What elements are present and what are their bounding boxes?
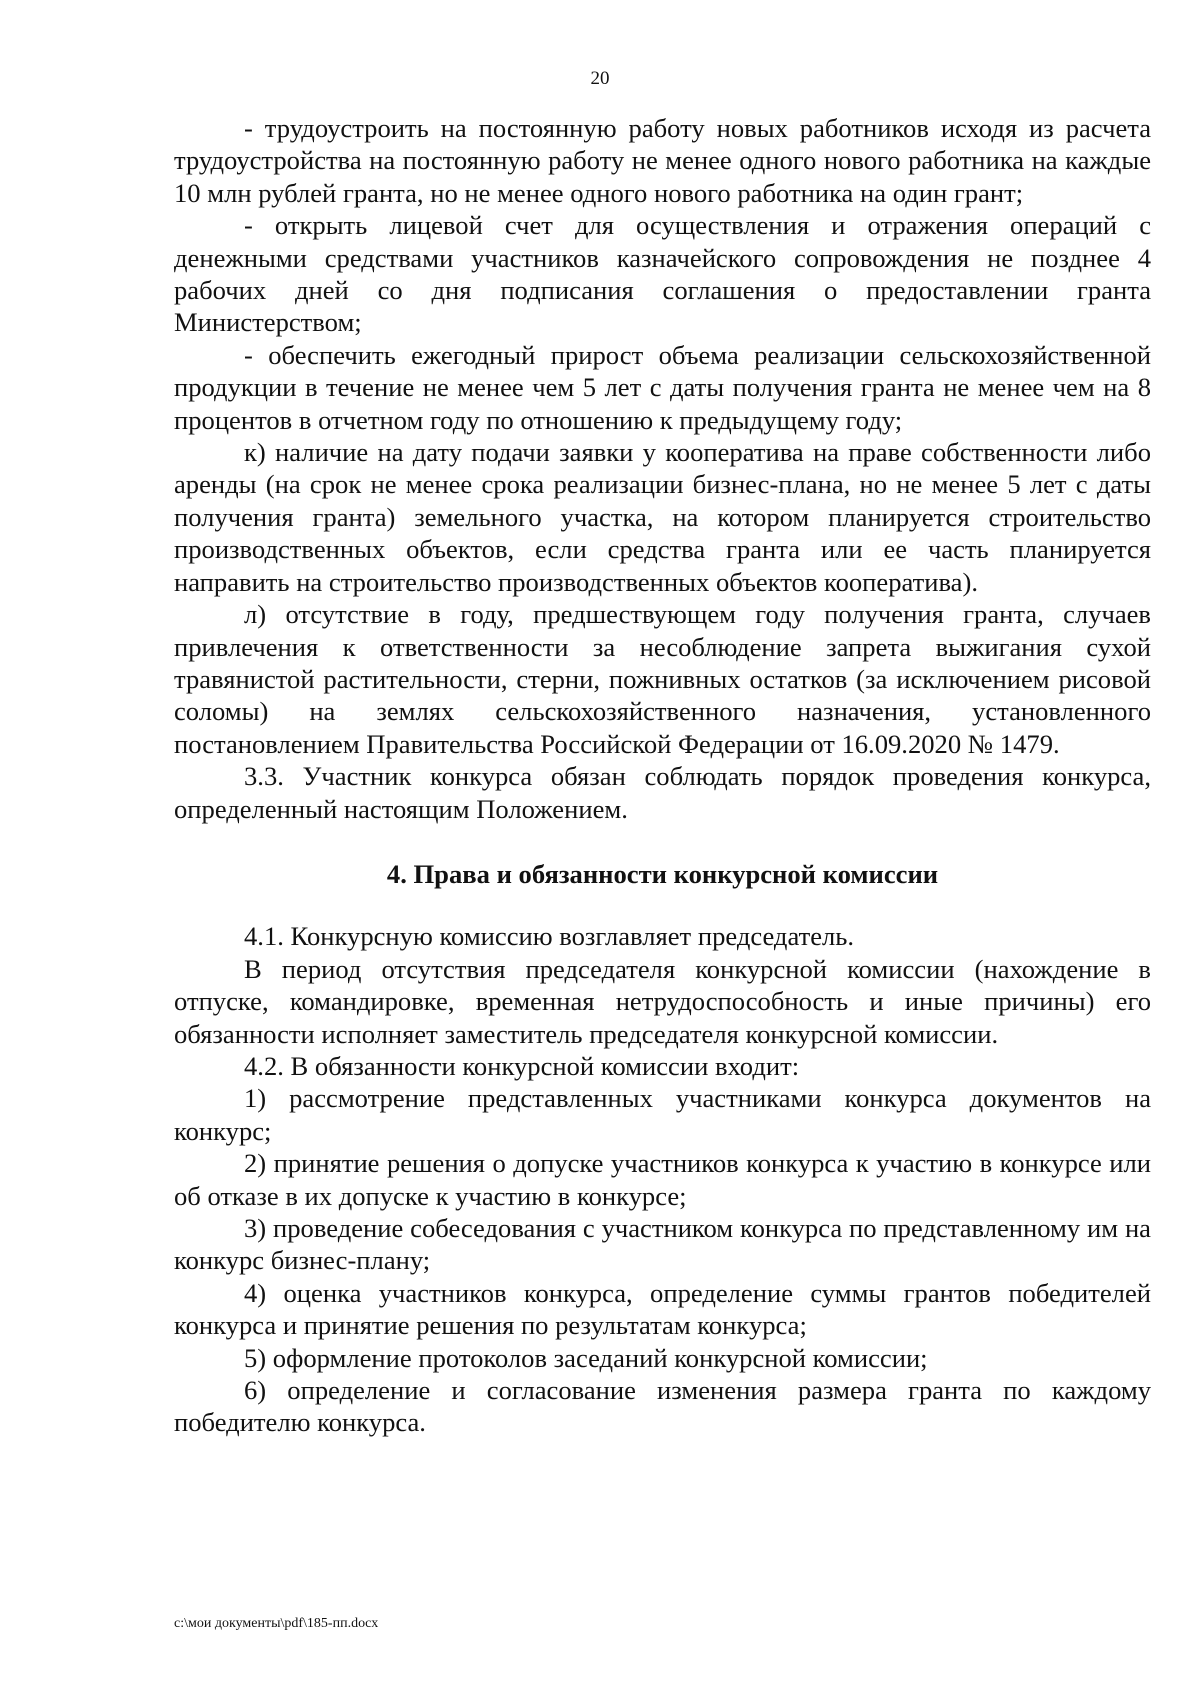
section-heading: 4. Права и обязанности конкурсной комиссии xyxy=(386,858,939,889)
paragraph-growth: - обеспечить ежегодный прирост объема реализации сельскохозяйственной продукции в течение не менее чем 5 лет с даты получения гранта не менее чем на 8 процентов в отчетном году по отношению к предыдущему году; xyxy=(174,339,1151,435)
paragraph-item-k: к) наличие на дату подачи заявки у кооператива на праве собственности либо аренды (на срок не менее срока реализации бизнес-плана, но не менее 5 лет с даты получения гранта) земельного участка, на котором планируется строительство производственных объектов, если средства гранта или ее часть планируется направить на строительство производственных объектов кооператива). xyxy=(174,437,1151,597)
duty-item-6: 6) определение и согласование изменения размера гранта по каждому победителю конкурса. xyxy=(174,1375,1151,1438)
page-number: 20 xyxy=(590,68,610,89)
paragraph-employment: - трудоустроить на постоянную работу новых работников исходя из расчета трудоустройства на постоянную работу не менее одного нового работника на каждые 10 млн рублей гранта, но не менее одного нового работника на один грант; xyxy=(174,113,1151,208)
footer-file-path: c:\мои документы\pdf\185-пп.docx xyxy=(174,1616,379,1631)
duty-item-3: 3) проведение собеседования с участником конкурса по представленному им на конкурс бизнес-плану; xyxy=(174,1213,1151,1276)
paragraph-3-3: 3.3. Участник конкурса обязан соблюдать порядок проведения конкурса, определенный настоящим Положением. xyxy=(174,761,1151,824)
paragraph-4-1: 4.1. Конкурсную комиссию возглавляет председатель. xyxy=(244,921,855,952)
paragraph-item-l: л) отсутствие в году, предшествующем году получения гранта, случаев привлечения к ответственности за несоблюдение запрета выжигания сухой травянистой растительности, стерни, пожнивных остатков (за исключением рисовой соломы) на землях сельскохозяйственного назначения, установленного постановлением Правительства Российской Федерации от 16.09.2020 № 1479. xyxy=(174,599,1151,759)
duty-item-2: 2) принятие решения о допуске участников конкурса к участию в конкурсе или об отказе в их допуске к участию в конкурсе; xyxy=(174,1148,1151,1211)
duty-item-4: 4) оценка участников конкурса, определение суммы грантов победителей конкурса и принятие решения по результатам конкурса; xyxy=(174,1277,1151,1341)
paragraph-deputy: В период отсутствия председателя конкурсной комиссии (нахождение в отпуске, командировке, временная нетрудоспособность и иные причины) его обязанности исполняет заместитель председателя конкурсной комиссии. xyxy=(174,953,1151,1049)
paragraph-account: - открыть лицевой счет для осуществления и отражения операций с денежными средствами участников казначейского сопровождения не позднее 4 рабочих дней со дня подписания соглашения о предоставлении гранта Министерством; xyxy=(174,210,1151,338)
duty-item-5: 5) оформление протоколов заседаний конкурсной комиссии; xyxy=(244,1342,928,1373)
document-body xyxy=(174,112,1151,1439)
duty-item-1: 1) рассмотрение представленных участниками конкурса документов на конкурс; xyxy=(174,1083,1151,1146)
paragraph-4-2: 4.2. В обязанности конкурсной комиссии входит: xyxy=(244,1050,800,1081)
